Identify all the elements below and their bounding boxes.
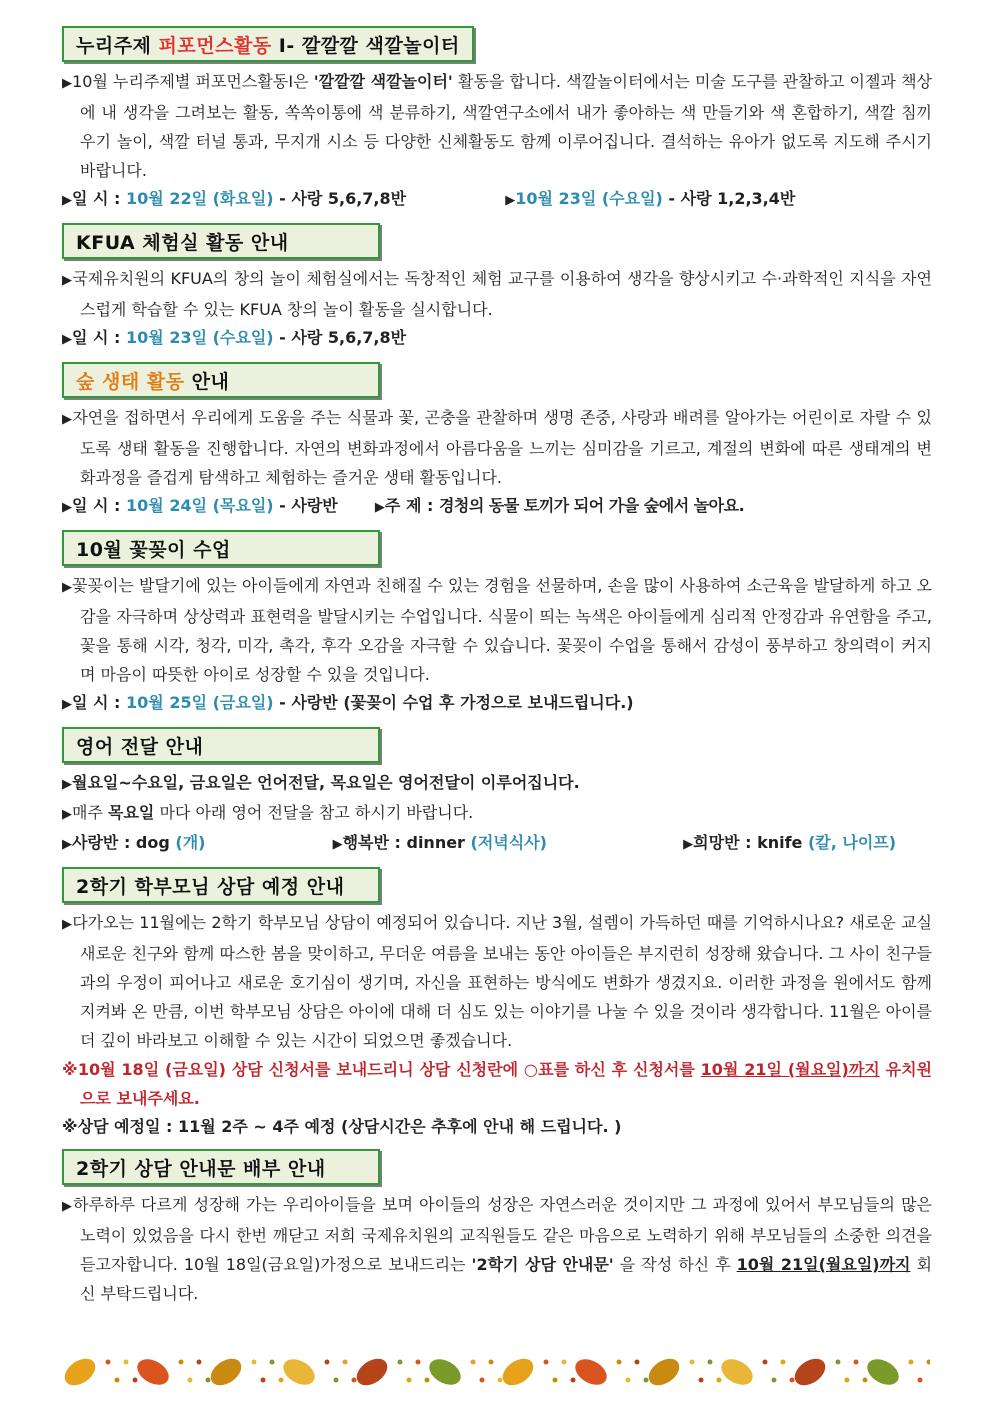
berry-dot-icon [717, 1378, 722, 1383]
berry-dot-icon [270, 1360, 275, 1365]
leaf-icon [425, 1354, 465, 1390]
berry-dot-icon [863, 1378, 868, 1383]
text: 10월 18일 (금요일) 상담 신청서를 보내드리니 상담 신청란에 ○표를 하신 후 신청서를 [77, 1060, 701, 1079]
title-highlight: 숲 생태 활동 [76, 371, 185, 393]
section-title: KFUA 체험실 활동 안내 [62, 223, 380, 259]
section-kfua [62, 223, 932, 354]
berry-dot-icon [854, 1360, 859, 1365]
leaf-icon [133, 1354, 173, 1390]
section-english [62, 727, 932, 859]
berry-dot-icon [790, 1378, 795, 1383]
date-label: 일 시 : [72, 189, 127, 208]
text: 회신 부탁드립니다. [80, 1255, 933, 1303]
leaf-icon [206, 1353, 246, 1391]
english-note [62, 769, 932, 799]
berry-dot-icon [562, 1360, 567, 1365]
bullet-triangle-icon: ▶ [62, 777, 72, 792]
berry-dot-icon [909, 1360, 914, 1365]
berry-dot-icon [644, 1378, 649, 1383]
text: 을 작성 하신 후 [613, 1255, 737, 1274]
date-row [62, 185, 932, 215]
section-flower [62, 530, 932, 719]
date-label: 일 시 : [72, 496, 127, 515]
word-meaning: (개) [175, 833, 206, 852]
bullet-triangle-icon: ▶ [62, 580, 73, 595]
berry-dot-icon [617, 1360, 622, 1365]
berry-dot-icon [708, 1360, 713, 1365]
leaf-icon [717, 1354, 757, 1390]
date-label: 일 시 : [72, 328, 127, 347]
paragraph [62, 264, 932, 324]
berry-dot-icon [124, 1360, 129, 1365]
bullet-triangle-icon: ▶ [62, 332, 72, 347]
date-value: 10월 22일 (화요일) [126, 189, 274, 208]
activity-name: '깔깔깔 색깔놀이터' [313, 72, 453, 91]
date-detail: - 사랑 5,6,7,8반 [273, 189, 407, 208]
section-title: 2학기 학부모님 상담 예정 안내 [62, 867, 380, 903]
berry-dot-icon [279, 1378, 284, 1383]
berry-dot-icon [553, 1378, 558, 1383]
class-word [683, 833, 896, 852]
consultation-notice [62, 1055, 932, 1113]
ref-mark-icon: ※ [62, 1117, 78, 1136]
text: 활동을 합니다. 색깔놀이터에서는 미술 도구를 관찰하고 이젤과 책상에 내 생각을 그려보는 활동, 쏙쏙이통에 색 분류하기, 색깔연구소에서 내가 좋아하는 색 만들기와 색 혼합하기, 색깔 침끼우기 놀이, 색깔 터널 통과, 무지개 시소 등 다양한 신체활동도 함께 이루어집니다. 결석하는 유아가 없도록 지도해 주시기 바랍니다. [80, 72, 932, 180]
berry-dot-icon [471, 1360, 476, 1365]
class-word [62, 829, 327, 859]
berry-dot-icon [845, 1378, 850, 1383]
berry-dot-icon [425, 1378, 430, 1383]
paragraph [62, 908, 932, 1055]
leaf-icon [571, 1354, 611, 1390]
berry-dot-icon [699, 1378, 704, 1383]
berry-dot-icon [690, 1360, 695, 1365]
berry-dot-icon [106, 1360, 111, 1365]
theme-label: 주 제 : [384, 496, 439, 515]
deadline: 10월 21일 (월요일)까지 [700, 1060, 880, 1079]
section-title [62, 26, 474, 62]
berry-dot-icon [343, 1360, 348, 1365]
berry-dot-icon [197, 1360, 202, 1365]
berry-dot-icon [325, 1360, 330, 1365]
theme-value: 경청의 동물 토끼가 되어 가을 숲에서 놀아요. [438, 496, 745, 515]
berry-dot-icon [927, 1360, 931, 1365]
date-row [62, 324, 932, 354]
bullet-triangle-icon: ▶ [683, 837, 694, 852]
bullet-triangle-icon: ▶ [62, 273, 73, 288]
date-detail: - 사랑 5,6,7,8반 [273, 328, 407, 347]
paragraph [62, 67, 932, 185]
paragraph [62, 1190, 932, 1308]
english-words-row [62, 829, 932, 859]
text: 월요일~수요일, 금요일은 언어전달, 목요일은 영어전달이 이루어집니다. [72, 773, 580, 792]
berry-dot-icon [772, 1378, 777, 1383]
section-forest [62, 362, 932, 522]
leaf-icon [60, 1353, 100, 1391]
date-detail: - 사랑반 [273, 496, 338, 515]
bullet-triangle-icon: ▶ [62, 917, 73, 932]
text: 상담 예정일 : 11월 2주 ~ 4주 예정 (상담시간은 추후에 안내 해 드립니다. ) [77, 1117, 622, 1136]
title-part: I- 깔깔깔 색깔놀이터 [271, 35, 460, 57]
leaf-icon [790, 1353, 830, 1391]
bullet-triangle-icon: ▶ [374, 500, 385, 515]
title-highlight: 퍼포먼스활동 [158, 35, 272, 57]
berry-dot-icon [261, 1378, 266, 1383]
text: 다가오는 11월에는 2학기 학부모님 상담이 예정되어 있습니다. 지난 3월, 설렘이 가득하던 때를 기억하시나요? 새로운 교실 새로운 친구와 함께 따스한 봄을 맞이하고, 무더운 여름을 보내는 동안 아이들은 부지런히 성장해 왔습니다. 그 사이 친구들과의 우정이 피어나고 새로운 호기심이 생기며, 자신을 표현하는 방식에도 변화가 생겼지요. 이러한 과정을 원에서도 함께 지켜봐 온 만큼, 이번 학부모님 상담은 아이에 대해 더 심도 있는 이야기를 나눌 수 있을 것이라 생각합니다. 11월은 아이를 더 깊이 바라보고 이해할 수 있는 시간이 되었으면 좋겠습니다. [72, 913, 932, 1050]
day: 목요일 [108, 803, 155, 822]
bullet-triangle-icon: ▶ [62, 500, 72, 515]
berry-dot-icon [334, 1378, 339, 1383]
berry-dot-icon [480, 1378, 485, 1383]
section-distribution [62, 1149, 932, 1308]
berry-dot-icon [489, 1360, 494, 1365]
berry-dot-icon [763, 1360, 768, 1365]
bullet-triangle-icon: ▶ [62, 837, 72, 852]
paragraph [62, 571, 932, 689]
berry-dot-icon [781, 1360, 786, 1365]
bullet-triangle-icon: ▶ [62, 412, 73, 427]
document-name: '2학기 상담 안내문' [471, 1255, 614, 1274]
leaf-icon [352, 1353, 392, 1391]
word-meaning: (저녁식사) [470, 833, 547, 852]
autumn-leaves-border [60, 1352, 930, 1392]
berry-dot-icon [398, 1360, 403, 1365]
text: 꽃꽂이는 발달기에 있는 아이들에게 자연과 친해질 수 있는 경험을 선물하며, 손을 많이 사용하여 소근육을 발달하게 하고 오감을 자극하며 상상력과 표현력을 발달시키는 수업입니다. 식물이 띄는 녹색은 아이들에게 심리적 안정감과 유연함을 주고, 꽃을 통해 시각, 청각, 미각, 촉각, 후각 오감을 자극할 수 있습니다. 꽃꽂이 수업을 통해서 감성이 풍부하고 창의력이 커지며 마음이 따뜻한 아이로 성장할 수 있을 것입니다. [72, 576, 933, 684]
bullet-triangle-icon: ▶ [62, 1199, 74, 1214]
text: 유치원으로 보내주세요. [80, 1060, 932, 1108]
berry-dot-icon [918, 1378, 923, 1383]
berry-dot-icon [133, 1378, 138, 1383]
date-row [62, 492, 932, 522]
consultation-schedule [62, 1113, 932, 1141]
date-value: 10월 23일 (수요일) [126, 328, 274, 347]
text: 마다 아래 영어 전달을 참고 하시기 바랍니다. [154, 803, 474, 822]
berry-dot-icon [836, 1360, 841, 1365]
leaf-icon [863, 1354, 903, 1390]
section-title: 영어 전달 안내 [62, 727, 380, 763]
section-title: 2학기 상담 안내문 배부 안내 [62, 1149, 380, 1185]
text: 하루하루 다르게 성장해 가는 우리아이들을 보며 아이들의 성장은 자연스러운 것이지만 그 과정에 있어서 부모님들의 많은 노력이 있었음을 다시 한번 깨닫고 저희 국제유치원의 교직원들도 같은 마음으로 노력하기 위해 부모님들의 소중한 의견을 듣고자합니다. 10월 18일(금요일)가정으로 보내드리는 [73, 1195, 933, 1274]
deadline: 10월 21일(월요일)까지 [736, 1255, 911, 1274]
berry-dot-icon [571, 1378, 576, 1383]
berry-dot-icon [544, 1360, 549, 1365]
leaf-icon [279, 1354, 319, 1390]
leaf-icon [498, 1353, 538, 1391]
bullet-triangle-icon: ▶ [332, 837, 343, 852]
date-detail: - 사랑 1,2,3,4반 [662, 189, 796, 208]
berry-dot-icon [188, 1378, 193, 1383]
title-part: 누리주제 [76, 35, 159, 57]
text: 매주 [72, 803, 108, 822]
date-row [62, 689, 932, 719]
bullet-triangle-icon: ▶ [505, 193, 516, 208]
berry-dot-icon [407, 1378, 412, 1383]
berry-dot-icon [179, 1360, 184, 1365]
bullet-triangle-icon: ▶ [62, 697, 72, 712]
date-value: 10월 25일 (금요일) [126, 693, 274, 712]
ref-mark-icon: ※ [62, 1060, 78, 1079]
berry-dot-icon [115, 1378, 120, 1383]
class-word [333, 829, 678, 859]
bullet-triangle-icon: ▶ [62, 76, 73, 91]
berry-dot-icon [626, 1378, 631, 1383]
section-performance [62, 26, 932, 215]
newsletter-page [62, 26, 932, 1316]
berry-dot-icon [252, 1360, 257, 1365]
paragraph [62, 403, 932, 492]
bullet-triangle-icon: ▶ [62, 193, 72, 208]
berry-dot-icon [635, 1360, 640, 1365]
bullet-triangle-icon: ▶ [62, 807, 72, 822]
berry-dot-icon [206, 1378, 211, 1383]
berry-dot-icon [416, 1360, 421, 1365]
word-meaning: (칼, 나이프) [807, 833, 897, 852]
text: 자연을 접하면서 우리에게 도움을 주는 식물과 꽃, 곤충을 관찰하며 생명 존중, 사랑과 배려를 알아가는 어린이로 자랄 수 있도록 생태 활동을 진행합니다. 자연의 변화과정에서 아름다움을 느끼는 심미감을 기르고, 계절의 변화에 따른 생태계의 변화과정을 즐겁게 탐색하고 체험하는 즐거운 생태 활동입니다. [72, 408, 933, 487]
date-value: 10월 23일 (수요일) [515, 189, 663, 208]
section-title: 10월 꽃꽂이 수업 [62, 530, 380, 566]
berry-dot-icon [498, 1378, 503, 1383]
date-detail: - 사랑반 (꽃꽂이 수업 후 가정으로 보내드립니다.) [273, 693, 634, 712]
class-label: 희망반 : knife [693, 833, 808, 852]
text: 10월 누리주제별 퍼포먼스활동Ⅰ은 [72, 72, 314, 91]
class-label: 행복반 : dinner [342, 833, 471, 852]
date-label: 일 시 : [72, 693, 127, 712]
english-note [62, 799, 932, 829]
section-title [62, 362, 380, 398]
date-value: 10월 24일 (목요일) [126, 496, 274, 515]
text: 국제유치원의 KFUA의 창의 놀이 체험실에서는 독창적인 체험 교구를 이용하여 생각을 향상시키고 수·과학적인 지식을 자연스럽게 학습할 수 있는 KFUA 창의 놀이 활동을 실시합니다. [72, 269, 932, 319]
class-label: 사랑반 : dog [72, 833, 176, 852]
section-consultation [62, 867, 932, 1141]
berry-dot-icon [352, 1378, 357, 1383]
title-part: 안내 [184, 371, 230, 393]
leaf-icon [644, 1353, 684, 1391]
